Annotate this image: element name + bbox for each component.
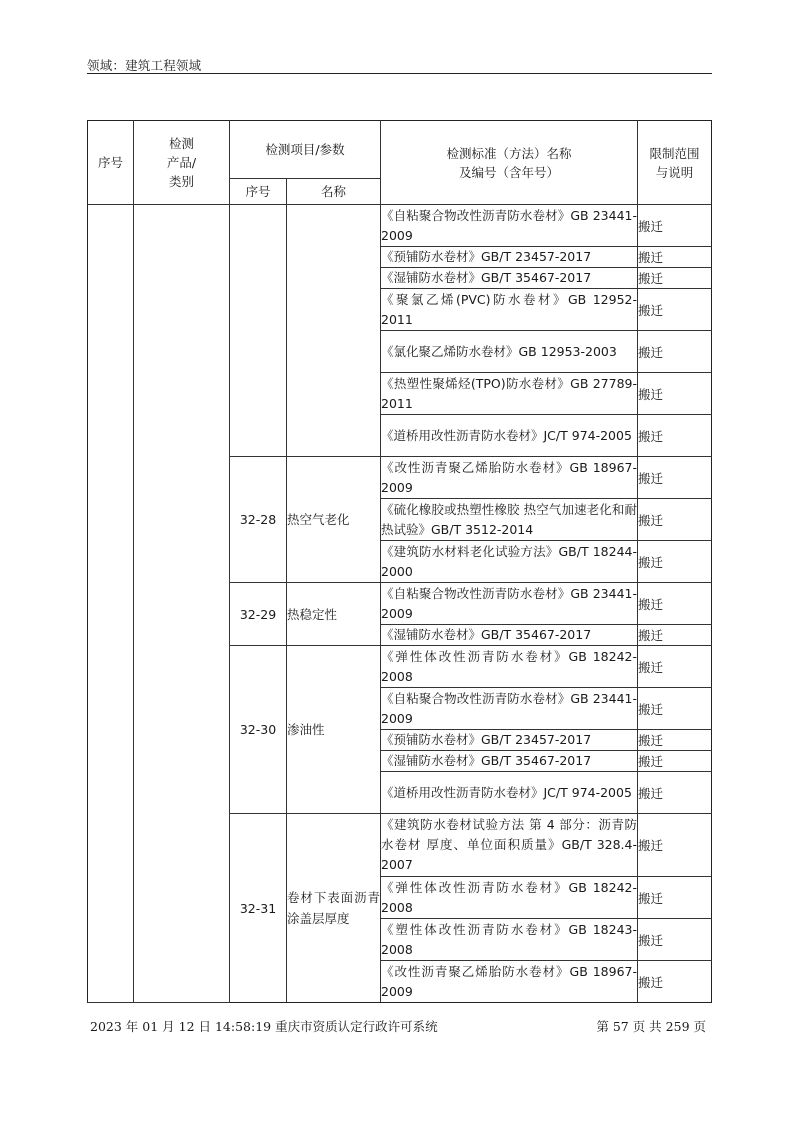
item-seq-cell-continued: [230, 205, 287, 457]
standard-cell: 《预铺防水卷材》GB/T 23457-2017: [381, 730, 638, 751]
footer-timestamp-system: 2023 年 01 月 12 日 14:58:19 重庆市资质认定行政许可系统: [90, 1019, 438, 1034]
header-item-name: 名称: [287, 179, 381, 205]
item-seq-cell: 32-29: [230, 583, 287, 646]
standard-cell: 《预铺防水卷材》GB/T 23457-2017: [381, 247, 638, 268]
standard-cell: 《弹性体改性沥青防水卷材》GB 18242-2008: [381, 877, 638, 919]
limit-cell: 搬迁: [638, 730, 712, 751]
standard-cell: 《湿铺防水卷材》GB/T 35467-2017: [381, 268, 638, 289]
page-header: 领域：建筑工程领域: [87, 58, 202, 73]
standard-cell: 《改性沥青聚乙烯胎防水卷材》GB 18967-2009: [381, 457, 638, 499]
standard-cell: 《建筑防水卷材试验方法 第 4 部分：沥青防水卷材 厚度、单位面积质量》GB/T 328.4-2007: [381, 814, 638, 877]
standard-cell: 《湿铺防水卷材》GB/T 35467-2017: [381, 625, 638, 646]
header-standard-text: 检测标准（方法）名称及编号（含年号）: [446, 145, 572, 180]
standard-cell: 《改性沥青聚乙烯胎防水卷材》GB 18967-2009: [381, 961, 638, 1003]
standard-cell: 《道桥用改性沥青防水卷材》JC/T 974-2005: [381, 772, 638, 814]
qualification-table: [87, 120, 712, 1003]
category-cell: [134, 205, 230, 1003]
standard-cell: 《氯化聚乙烯防水卷材》GB 12953-2003: [381, 331, 638, 373]
limit-cell: 搬迁: [638, 877, 712, 919]
standard-cell: 《道桥用改性沥青防水卷材》JC/T 974-2005: [381, 415, 638, 457]
standard-cell: 《硫化橡胶或热塑性橡胶 热空气加速老化和耐热试验》GB/T 3512-2014: [381, 499, 638, 541]
limit-cell: 搬迁: [638, 457, 712, 499]
standard-cell: 《弹性体改性沥青防水卷材》GB 18242-2008: [381, 646, 638, 688]
item-seq-cell: 32-30: [230, 646, 287, 814]
header-standard: [381, 121, 638, 205]
limit-cell: 搬迁: [638, 625, 712, 646]
seq-cell: [88, 205, 134, 1003]
limit-cell: 搬迁: [638, 331, 712, 373]
limit-cell: 搬迁: [638, 646, 712, 688]
limit-cell: 搬迁: [638, 373, 712, 415]
limit-cell: 搬迁: [638, 205, 712, 247]
header-item: 检测项目/参数: [230, 121, 381, 179]
header-limit: [638, 121, 712, 205]
header-category-text: 检测产品/类别: [166, 136, 197, 189]
limit-cell: 搬迁: [638, 961, 712, 1003]
item-name-cell: 热稳定性: [287, 583, 381, 646]
standard-cell: 《建筑防水材料老化试验方法》GB/T 18244-2000: [381, 541, 638, 583]
limit-cell: 搬迁: [638, 814, 712, 877]
limit-cell: 搬迁: [638, 772, 712, 814]
header-rule: [87, 73, 712, 74]
standard-cell: 《湿铺防水卷材》GB/T 35467-2017: [381, 751, 638, 772]
standard-cell: 《自粘聚合物改性沥青防水卷材》GB 23441-2009: [381, 583, 638, 625]
limit-cell: 搬迁: [638, 751, 712, 772]
standard-cell: 《自粘聚合物改性沥青防水卷材》GB 23441-2009: [381, 688, 638, 730]
item-name-cell: 卷材下表面沥青涂盖层厚度: [287, 814, 381, 1003]
header-seq: 序号: [88, 121, 134, 205]
limit-cell: 搬迁: [638, 499, 712, 541]
item-name-cell-continued: [287, 205, 381, 457]
limit-cell: 搬迁: [638, 688, 712, 730]
header-item-seq: 序号: [230, 179, 287, 205]
footer-page-number: 第 57 页 共 259 页: [596, 1019, 706, 1034]
limit-cell: 搬迁: [638, 289, 712, 331]
limit-cell: 搬迁: [638, 247, 712, 268]
item-name-cell: 渗油性: [287, 646, 381, 814]
item-name-cell: 热空气老化: [287, 457, 381, 583]
standard-cell: 《聚氯乙烯(PVC)防水卷材》GB 12952-2011: [381, 289, 638, 331]
limit-cell: 搬迁: [638, 919, 712, 961]
standard-cell: 《热塑性聚烯烃(TPO)防水卷材》GB 27789-2011: [381, 373, 638, 415]
item-seq-cell: 32-28: [230, 457, 287, 583]
limit-cell: 搬迁: [638, 541, 712, 583]
limit-cell: 搬迁: [638, 583, 712, 625]
item-seq-cell: 32-31: [230, 814, 287, 1003]
standard-cell: 《塑性体改性沥青防水卷材》GB 18243-2008: [381, 919, 638, 961]
header-category: [134, 121, 230, 205]
limit-cell: 搬迁: [638, 415, 712, 457]
standard-cell: 《自粘聚合物改性沥青防水卷材》GB 23441-2009: [381, 205, 638, 247]
header-limit-text: 限制范围与说明: [649, 145, 700, 180]
limit-cell: 搬迁: [638, 268, 712, 289]
